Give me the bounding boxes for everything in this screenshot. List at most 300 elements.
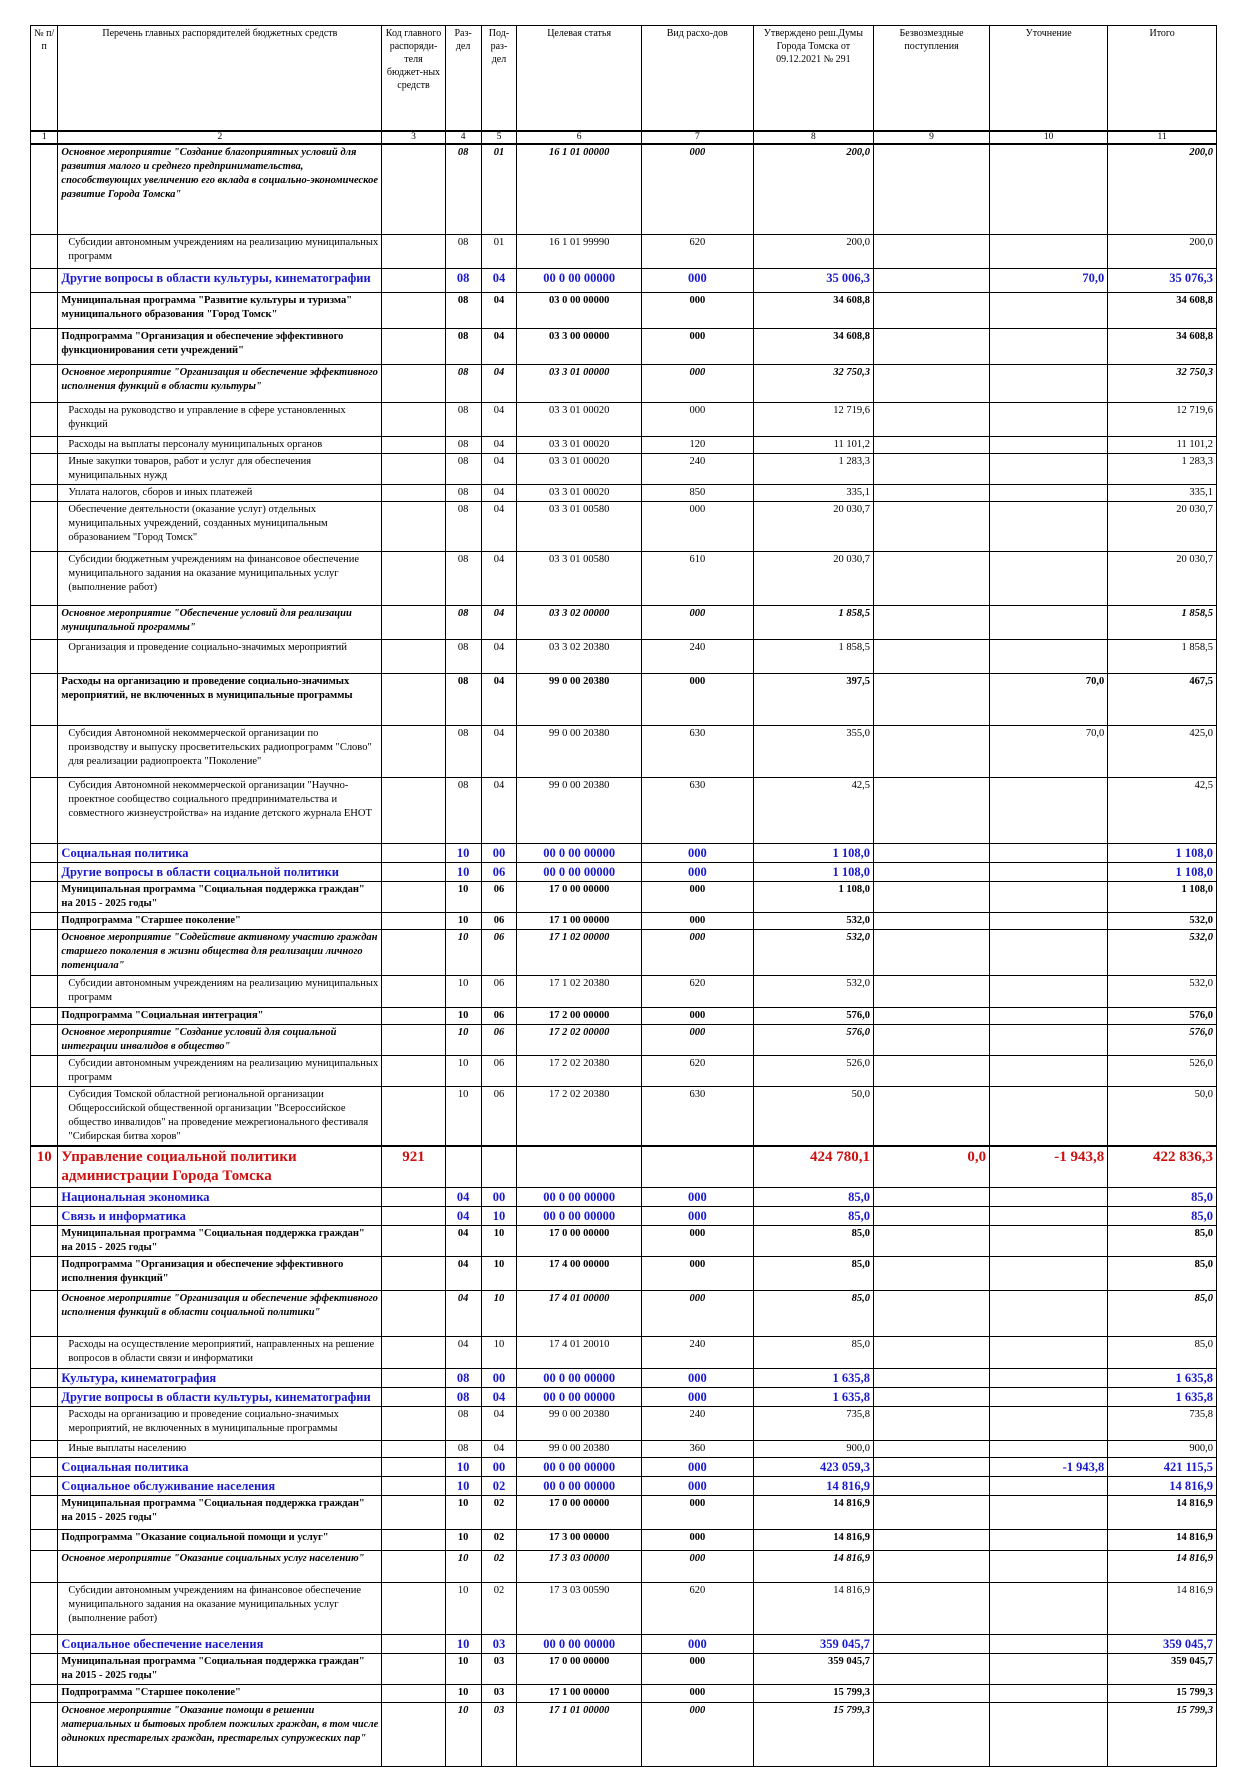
cell-expense-type: 850 <box>641 484 753 501</box>
cell-manager-code <box>382 605 445 639</box>
cell-row-number <box>31 843 58 862</box>
cell-subsection: 06 <box>481 1086 517 1146</box>
cell-target-article: 17 1 00 00000 <box>517 1685 642 1703</box>
cell-target-article: 00 0 00 00000 <box>517 1458 642 1477</box>
cell-item-name: Подпрограмма "Старшее поколение" <box>58 912 382 929</box>
cell-grants-amount <box>874 234 990 268</box>
cell-expense-type: 000 <box>641 1530 753 1551</box>
cell-total-amount: 576,0 <box>1108 1007 1217 1024</box>
cell-item-name: Другие вопросы в области культуры, кинематографии <box>58 1388 382 1407</box>
cell-row-number <box>31 1583 58 1635</box>
cell-approved-amount: 200,0 <box>753 144 873 234</box>
cell-manager-code <box>382 1477 445 1496</box>
cell-item-name: Другие вопросы в области культуры, кинематографии <box>58 268 382 292</box>
cell-manager-code <box>382 912 445 929</box>
cell-approved-amount: 20 030,7 <box>753 501 873 551</box>
cell-target-article: 00 0 00 00000 <box>517 843 642 862</box>
cell-approved-amount: 900,0 <box>753 1441 873 1458</box>
cell-grants-amount <box>874 881 990 912</box>
cell-approved-amount: 15 799,3 <box>753 1685 873 1703</box>
cell-adjustment-amount <box>990 975 1108 1007</box>
cell-total-amount: 85,0 <box>1108 1207 1217 1226</box>
cell-grants-amount <box>874 1441 990 1458</box>
cell-item-name: Основное мероприятие "Создание благоприятных условий для развития малого и среднего предпринимательства, способствующих увеличению его вклада в социально-экономическое развитие Города Томска" <box>58 144 382 234</box>
cell-target-article: 00 0 00 00000 <box>517 1207 642 1226</box>
cell-section: 10 <box>445 1703 481 1767</box>
cell-section: 08 <box>445 328 481 364</box>
cell-row-number <box>31 402 58 436</box>
cell-adjustment-amount: 70,0 <box>990 673 1108 725</box>
cell-grants-amount <box>874 364 990 402</box>
cell-manager-code <box>382 1369 445 1388</box>
cell-grants-amount <box>874 1226 990 1257</box>
table-row <box>31 1477 1217 1496</box>
cell-subsection: 04 <box>481 1441 517 1458</box>
cell-section: 10 <box>445 1458 481 1477</box>
cell-expense-type: 360 <box>641 1441 753 1458</box>
cell-row-number <box>31 673 58 725</box>
cell-row-number <box>31 1257 58 1291</box>
table-row <box>31 234 1217 268</box>
cell-section: 10 <box>445 975 481 1007</box>
cell-section: 04 <box>445 1188 481 1207</box>
table-row <box>31 843 1217 862</box>
cell-expense-type: 620 <box>641 1055 753 1086</box>
cell-grants-amount <box>874 1055 990 1086</box>
cell-subsection: 04 <box>481 639 517 673</box>
organization-row <box>31 1146 1217 1188</box>
cell-total-amount: 14 816,9 <box>1108 1496 1217 1530</box>
cell-target-article: 17 1 01 00000 <box>517 1703 642 1767</box>
cell-total-amount: 900,0 <box>1108 1441 1217 1458</box>
cell-expense-type: 240 <box>641 453 753 484</box>
cell-approved-amount: 34 608,8 <box>753 328 873 364</box>
cell-section: 10 <box>445 1530 481 1551</box>
cell-row-number <box>31 777 58 843</box>
cell-expense-type: 000 <box>641 1226 753 1257</box>
column-header-total-amount: Итого <box>1108 26 1217 132</box>
cell-expense-type: 000 <box>641 1024 753 1055</box>
cell-row-number <box>31 929 58 975</box>
cell-item-name: Муниципальная программа "Социальная поддержка граждан" на 2015 - 2025 годы" <box>58 881 382 912</box>
cell-target-article: 17 2 00 00000 <box>517 1007 642 1024</box>
cell-adjustment-amount <box>990 862 1108 881</box>
column-header-adjustment-amount: Уточнение <box>990 26 1108 132</box>
cell-adjustment-amount <box>990 1551 1108 1583</box>
cell-item-name: Основное мероприятие "Оказание социальных услуг населению" <box>58 1551 382 1583</box>
cell-total-amount: 35 076,3 <box>1108 268 1217 292</box>
cell-item-name: Подпрограмма "Организация и обеспечение эффективного исполнения функций" <box>58 1257 382 1291</box>
cell-item-name: Социальная политика <box>58 843 382 862</box>
cell-total-amount: 335,1 <box>1108 484 1217 501</box>
cell-adjustment-amount: -1 943,8 <box>990 1146 1108 1188</box>
cell-subsection <box>481 1146 517 1188</box>
cell-row-number <box>31 881 58 912</box>
cell-total-amount: 1 108,0 <box>1108 862 1217 881</box>
table-row <box>31 402 1217 436</box>
cell-total-amount: 85,0 <box>1108 1188 1217 1207</box>
cell-approved-amount: 85,0 <box>753 1337 873 1369</box>
cell-row-number <box>31 1458 58 1477</box>
cell-manager-code <box>382 1407 445 1441</box>
cell-expense-type: 000 <box>641 1685 753 1703</box>
table-row <box>31 1407 1217 1441</box>
table-row <box>31 1635 1217 1654</box>
cell-item-name: Муниципальная программа "Социальная поддержка граждан" на 2015 - 2025 годы" <box>58 1654 382 1685</box>
table-row <box>31 975 1217 1007</box>
cell-target-article: 00 0 00 00000 <box>517 268 642 292</box>
cell-item-name: Культура, кинематография <box>58 1369 382 1388</box>
cell-subsection: 04 <box>481 268 517 292</box>
cell-total-amount: 422 836,3 <box>1108 1146 1217 1188</box>
cell-subsection: 06 <box>481 929 517 975</box>
cell-row-number <box>31 975 58 1007</box>
cell-manager-code <box>382 639 445 673</box>
column-number: 10 <box>990 131 1108 144</box>
cell-expense-type: 240 <box>641 639 753 673</box>
cell-subsection: 04 <box>481 402 517 436</box>
cell-manager-code <box>382 1055 445 1086</box>
cell-expense-type: 120 <box>641 436 753 453</box>
cell-section: 04 <box>445 1226 481 1257</box>
cell-subsection: 04 <box>481 436 517 453</box>
table-body <box>31 26 1217 1767</box>
cell-approved-amount: 14 816,9 <box>753 1496 873 1530</box>
cell-target-article: 17 2 02 00000 <box>517 1024 642 1055</box>
cell-adjustment-amount <box>990 328 1108 364</box>
cell-section: 04 <box>445 1337 481 1369</box>
cell-grants-amount <box>874 912 990 929</box>
cell-approved-amount: 1 108,0 <box>753 843 873 862</box>
cell-total-amount: 42,5 <box>1108 777 1217 843</box>
cell-grants-amount <box>874 1458 990 1477</box>
cell-item-name: Муниципальная программа "Развитие культуры и туризма" муниципального образования "Город Томск" <box>58 292 382 328</box>
cell-row-number <box>31 1388 58 1407</box>
cell-expense-type: 000 <box>641 1496 753 1530</box>
cell-adjustment-amount <box>990 1530 1108 1551</box>
cell-target-article: 00 0 00 00000 <box>517 1477 642 1496</box>
cell-row-number <box>31 1407 58 1441</box>
cell-adjustment-amount <box>990 551 1108 605</box>
cell-section: 08 <box>445 725 481 777</box>
cell-total-amount: 50,0 <box>1108 1086 1217 1146</box>
cell-section: 08 <box>445 1388 481 1407</box>
cell-expense-type: 000 <box>641 328 753 364</box>
column-number: 3 <box>382 131 445 144</box>
cell-row-number <box>31 436 58 453</box>
cell-grants-amount <box>874 1291 990 1337</box>
cell-approved-amount: 1 858,5 <box>753 605 873 639</box>
cell-section: 08 <box>445 501 481 551</box>
cell-row-number <box>31 1685 58 1703</box>
cell-total-amount: 20 030,7 <box>1108 501 1217 551</box>
cell-subsection: 04 <box>481 292 517 328</box>
cell-grants-amount <box>874 1496 990 1530</box>
cell-expense-type: 000 <box>641 605 753 639</box>
cell-expense-type: 620 <box>641 1583 753 1635</box>
cell-expense-type: 000 <box>641 292 753 328</box>
cell-target-article: 17 0 00 00000 <box>517 1496 642 1530</box>
cell-expense-type: 000 <box>641 1188 753 1207</box>
cell-item-name: Основное мероприятие "Организация и обеспечение эффективного исполнения функций в области культуры" <box>58 364 382 402</box>
table-row <box>31 1530 1217 1551</box>
cell-subsection: 02 <box>481 1477 517 1496</box>
cell-target-article: 17 2 02 20380 <box>517 1055 642 1086</box>
cell-grants-amount <box>874 1388 990 1407</box>
cell-approved-amount: 1 108,0 <box>753 862 873 881</box>
cell-manager-code <box>382 1226 445 1257</box>
cell-item-name: Основное мероприятие "Оказание помощи в решении материальных и бытовых проблем пожилых граждан, в том числе одиноких престарелых граждан, престарелых супружеских пар" <box>58 1703 382 1767</box>
table-row <box>31 1654 1217 1685</box>
column-number: 1 <box>31 131 58 144</box>
cell-subsection: 10 <box>481 1257 517 1291</box>
table-row <box>31 1551 1217 1583</box>
table-row <box>31 1703 1217 1767</box>
column-number: 9 <box>874 131 990 144</box>
cell-manager-code <box>382 436 445 453</box>
column-number: 11 <box>1108 131 1217 144</box>
cell-grants-amount <box>874 1551 990 1583</box>
cell-expense-type: 000 <box>641 1551 753 1583</box>
cell-section: 08 <box>445 292 481 328</box>
cell-subsection: 04 <box>481 501 517 551</box>
cell-target-article: 17 1 02 20380 <box>517 975 642 1007</box>
cell-total-amount: 1 108,0 <box>1108 843 1217 862</box>
cell-adjustment-amount <box>990 1086 1108 1146</box>
cell-grants-amount <box>874 328 990 364</box>
cell-total-amount: 85,0 <box>1108 1337 1217 1369</box>
cell-section: 08 <box>445 639 481 673</box>
cell-section: 04 <box>445 1257 481 1291</box>
cell-expense-type <box>641 1146 753 1188</box>
cell-manager-code <box>382 1441 445 1458</box>
cell-manager-code <box>382 725 445 777</box>
cell-grants-amount <box>874 1477 990 1496</box>
cell-approved-amount: 1 858,5 <box>753 639 873 673</box>
cell-section: 10 <box>445 1055 481 1086</box>
cell-expense-type: 000 <box>641 1369 753 1388</box>
cell-expense-type: 000 <box>641 1388 753 1407</box>
cell-grants-amount <box>874 639 990 673</box>
cell-item-name: Субсидия Автономной некоммерческой организации "Научно-проектное сообщество социального предпринимательства и совместного жизнеустройства» на издание детского журнала ЕНОТ <box>58 777 382 843</box>
cell-adjustment-amount <box>990 1055 1108 1086</box>
cell-section <box>445 1146 481 1188</box>
cell-adjustment-amount <box>990 639 1108 673</box>
cell-expense-type: 000 <box>641 402 753 436</box>
column-number: 6 <box>517 131 642 144</box>
cell-manager-code <box>382 1654 445 1685</box>
cell-approved-amount: 14 816,9 <box>753 1583 873 1635</box>
cell-subsection: 04 <box>481 551 517 605</box>
cell-row-number <box>31 862 58 881</box>
cell-expense-type: 000 <box>641 1703 753 1767</box>
cell-target-article: 16 1 01 00000 <box>517 144 642 234</box>
cell-section: 10 <box>445 1496 481 1530</box>
cell-adjustment-amount <box>990 292 1108 328</box>
cell-row-number <box>31 1369 58 1388</box>
cell-row-number <box>31 484 58 501</box>
cell-manager-code <box>382 929 445 975</box>
cell-grants-amount <box>874 268 990 292</box>
cell-total-amount: 735,8 <box>1108 1407 1217 1441</box>
budget-table <box>30 25 1217 1767</box>
cell-section: 10 <box>445 1685 481 1703</box>
cell-total-amount: 12 719,6 <box>1108 402 1217 436</box>
cell-approved-amount: 1 635,8 <box>753 1369 873 1388</box>
column-number: 2 <box>58 131 382 144</box>
cell-total-amount: 1 283,3 <box>1108 453 1217 484</box>
cell-target-article: 00 0 00 00000 <box>517 1635 642 1654</box>
cell-row-number <box>31 605 58 639</box>
cell-section: 08 <box>445 1369 481 1388</box>
cell-subsection: 06 <box>481 1024 517 1055</box>
cell-manager-code <box>382 268 445 292</box>
cell-section: 08 <box>445 364 481 402</box>
table-row <box>31 639 1217 673</box>
cell-item-name: Основное мероприятие "Организация и обеспечение эффективного исполнения функций в области социальной политики" <box>58 1291 382 1337</box>
cell-row-number <box>31 1007 58 1024</box>
cell-expense-type: 000 <box>641 1458 753 1477</box>
cell-subsection: 03 <box>481 1703 517 1767</box>
cell-approved-amount: 12 719,6 <box>753 402 873 436</box>
cell-item-name: Муниципальная программа "Социальная поддержка граждан" на 2015 - 2025 годы" <box>58 1226 382 1257</box>
cell-target-article: 00 0 00 00000 <box>517 1188 642 1207</box>
cell-total-amount: 15 799,3 <box>1108 1703 1217 1767</box>
cell-manager-code <box>382 402 445 436</box>
cell-item-name: Подпрограмма "Оказание социальной помощи и услуг" <box>58 1530 382 1551</box>
cell-grants-amount <box>874 1685 990 1703</box>
cell-row-number <box>31 912 58 929</box>
cell-manager-code <box>382 777 445 843</box>
cell-approved-amount: 1 635,8 <box>753 1388 873 1407</box>
cell-adjustment-amount: -1 943,8 <box>990 1458 1108 1477</box>
cell-adjustment-amount <box>990 453 1108 484</box>
cell-total-amount: 15 799,3 <box>1108 1685 1217 1703</box>
table-row <box>31 1007 1217 1024</box>
cell-expense-type: 000 <box>641 268 753 292</box>
cell-grants-amount <box>874 144 990 234</box>
cell-subsection: 04 <box>481 1388 517 1407</box>
cell-expense-type: 000 <box>641 144 753 234</box>
cell-subsection: 03 <box>481 1685 517 1703</box>
cell-total-amount: 1 858,5 <box>1108 639 1217 673</box>
cell-subsection: 10 <box>481 1337 517 1369</box>
table-row <box>31 1226 1217 1257</box>
cell-item-name: Расходы на организацию и проведение социально-значимых мероприятий, не включенных в муниципальные программы <box>58 1407 382 1441</box>
table-row <box>31 605 1217 639</box>
cell-section: 10 <box>445 1654 481 1685</box>
cell-section: 10 <box>445 1024 481 1055</box>
cell-target-article: 00 0 00 00000 <box>517 1369 642 1388</box>
cell-row-number <box>31 725 58 777</box>
cell-expense-type: 620 <box>641 234 753 268</box>
table-row <box>31 1337 1217 1369</box>
column-number: 8 <box>753 131 873 144</box>
cell-section: 08 <box>445 673 481 725</box>
cell-manager-code <box>382 1024 445 1055</box>
cell-subsection: 10 <box>481 1226 517 1257</box>
cell-approved-amount: 85,0 <box>753 1226 873 1257</box>
cell-target-article: 03 3 01 00020 <box>517 402 642 436</box>
column-number-row <box>31 131 1217 144</box>
table-row <box>31 1441 1217 1458</box>
cell-row-number <box>31 1086 58 1146</box>
cell-manager-code <box>382 144 445 234</box>
cell-target-article: 17 3 00 00000 <box>517 1530 642 1551</box>
cell-section: 08 <box>445 402 481 436</box>
cell-row-number <box>31 364 58 402</box>
cell-item-name: Расходы на осуществление мероприятий, направленных на решение вопросов в области связи и информатики <box>58 1337 382 1369</box>
cell-manager-code <box>382 453 445 484</box>
cell-grants-amount <box>874 484 990 501</box>
cell-expense-type: 630 <box>641 725 753 777</box>
cell-section: 10 <box>445 912 481 929</box>
cell-approved-amount: 50,0 <box>753 1086 873 1146</box>
cell-item-name: Субсидии автономным учреждениям на реализацию муниципальных программ <box>58 1055 382 1086</box>
cell-subsection: 02 <box>481 1530 517 1551</box>
cell-item-name: Национальная экономика <box>58 1188 382 1207</box>
cell-manager-code <box>382 881 445 912</box>
cell-manager-code <box>382 1635 445 1654</box>
cell-adjustment-amount <box>990 1654 1108 1685</box>
cell-adjustment-amount <box>990 912 1108 929</box>
cell-manager-code <box>382 1583 445 1635</box>
cell-approved-amount: 423 059,3 <box>753 1458 873 1477</box>
cell-item-name: Расходы на выплаты персоналу муниципальных органов <box>58 436 382 453</box>
cell-target-article: 03 3 01 00020 <box>517 484 642 501</box>
table-row <box>31 1086 1217 1146</box>
cell-adjustment-amount <box>990 1388 1108 1407</box>
cell-manager-code <box>382 1458 445 1477</box>
cell-manager-code <box>382 1530 445 1551</box>
cell-row-number <box>31 1496 58 1530</box>
cell-section: 10 <box>445 1583 481 1635</box>
cell-subsection: 02 <box>481 1551 517 1583</box>
cell-target-article: 17 3 03 00590 <box>517 1583 642 1635</box>
cell-approved-amount: 85,0 <box>753 1257 873 1291</box>
table-row <box>31 1257 1217 1291</box>
column-header-approved-amount: Утверждено реш.Думы Города Томска от 09.12.2021 № 291 <box>753 26 873 132</box>
cell-total-amount: 11 101,2 <box>1108 436 1217 453</box>
cell-item-name: Основное мероприятие "Создание условий для социальной интеграции инвалидов в общество" <box>58 1024 382 1055</box>
cell-grants-amount <box>874 1257 990 1291</box>
cell-total-amount: 1 635,8 <box>1108 1388 1217 1407</box>
cell-target-article: 03 3 02 00000 <box>517 605 642 639</box>
column-header-expense-type: Вид расхо-дов <box>641 26 753 132</box>
cell-grants-amount <box>874 1086 990 1146</box>
cell-expense-type: 240 <box>641 1407 753 1441</box>
cell-grants-amount <box>874 1024 990 1055</box>
cell-total-amount: 200,0 <box>1108 144 1217 234</box>
cell-manager-code <box>382 673 445 725</box>
cell-expense-type: 000 <box>641 1291 753 1337</box>
cell-subsection: 04 <box>481 328 517 364</box>
cell-manager-code <box>382 975 445 1007</box>
cell-subsection: 04 <box>481 484 517 501</box>
cell-expense-type: 000 <box>641 1635 753 1654</box>
table-row <box>31 673 1217 725</box>
cell-grants-amount <box>874 1007 990 1024</box>
table-row <box>31 484 1217 501</box>
cell-approved-amount: 735,8 <box>753 1407 873 1441</box>
cell-row-number <box>31 1207 58 1226</box>
cell-total-amount: 467,5 <box>1108 673 1217 725</box>
cell-grants-amount <box>874 1530 990 1551</box>
cell-expense-type: 630 <box>641 1086 753 1146</box>
cell-row-number <box>31 1226 58 1257</box>
cell-section: 10 <box>445 1635 481 1654</box>
cell-section: 10 <box>445 1551 481 1583</box>
